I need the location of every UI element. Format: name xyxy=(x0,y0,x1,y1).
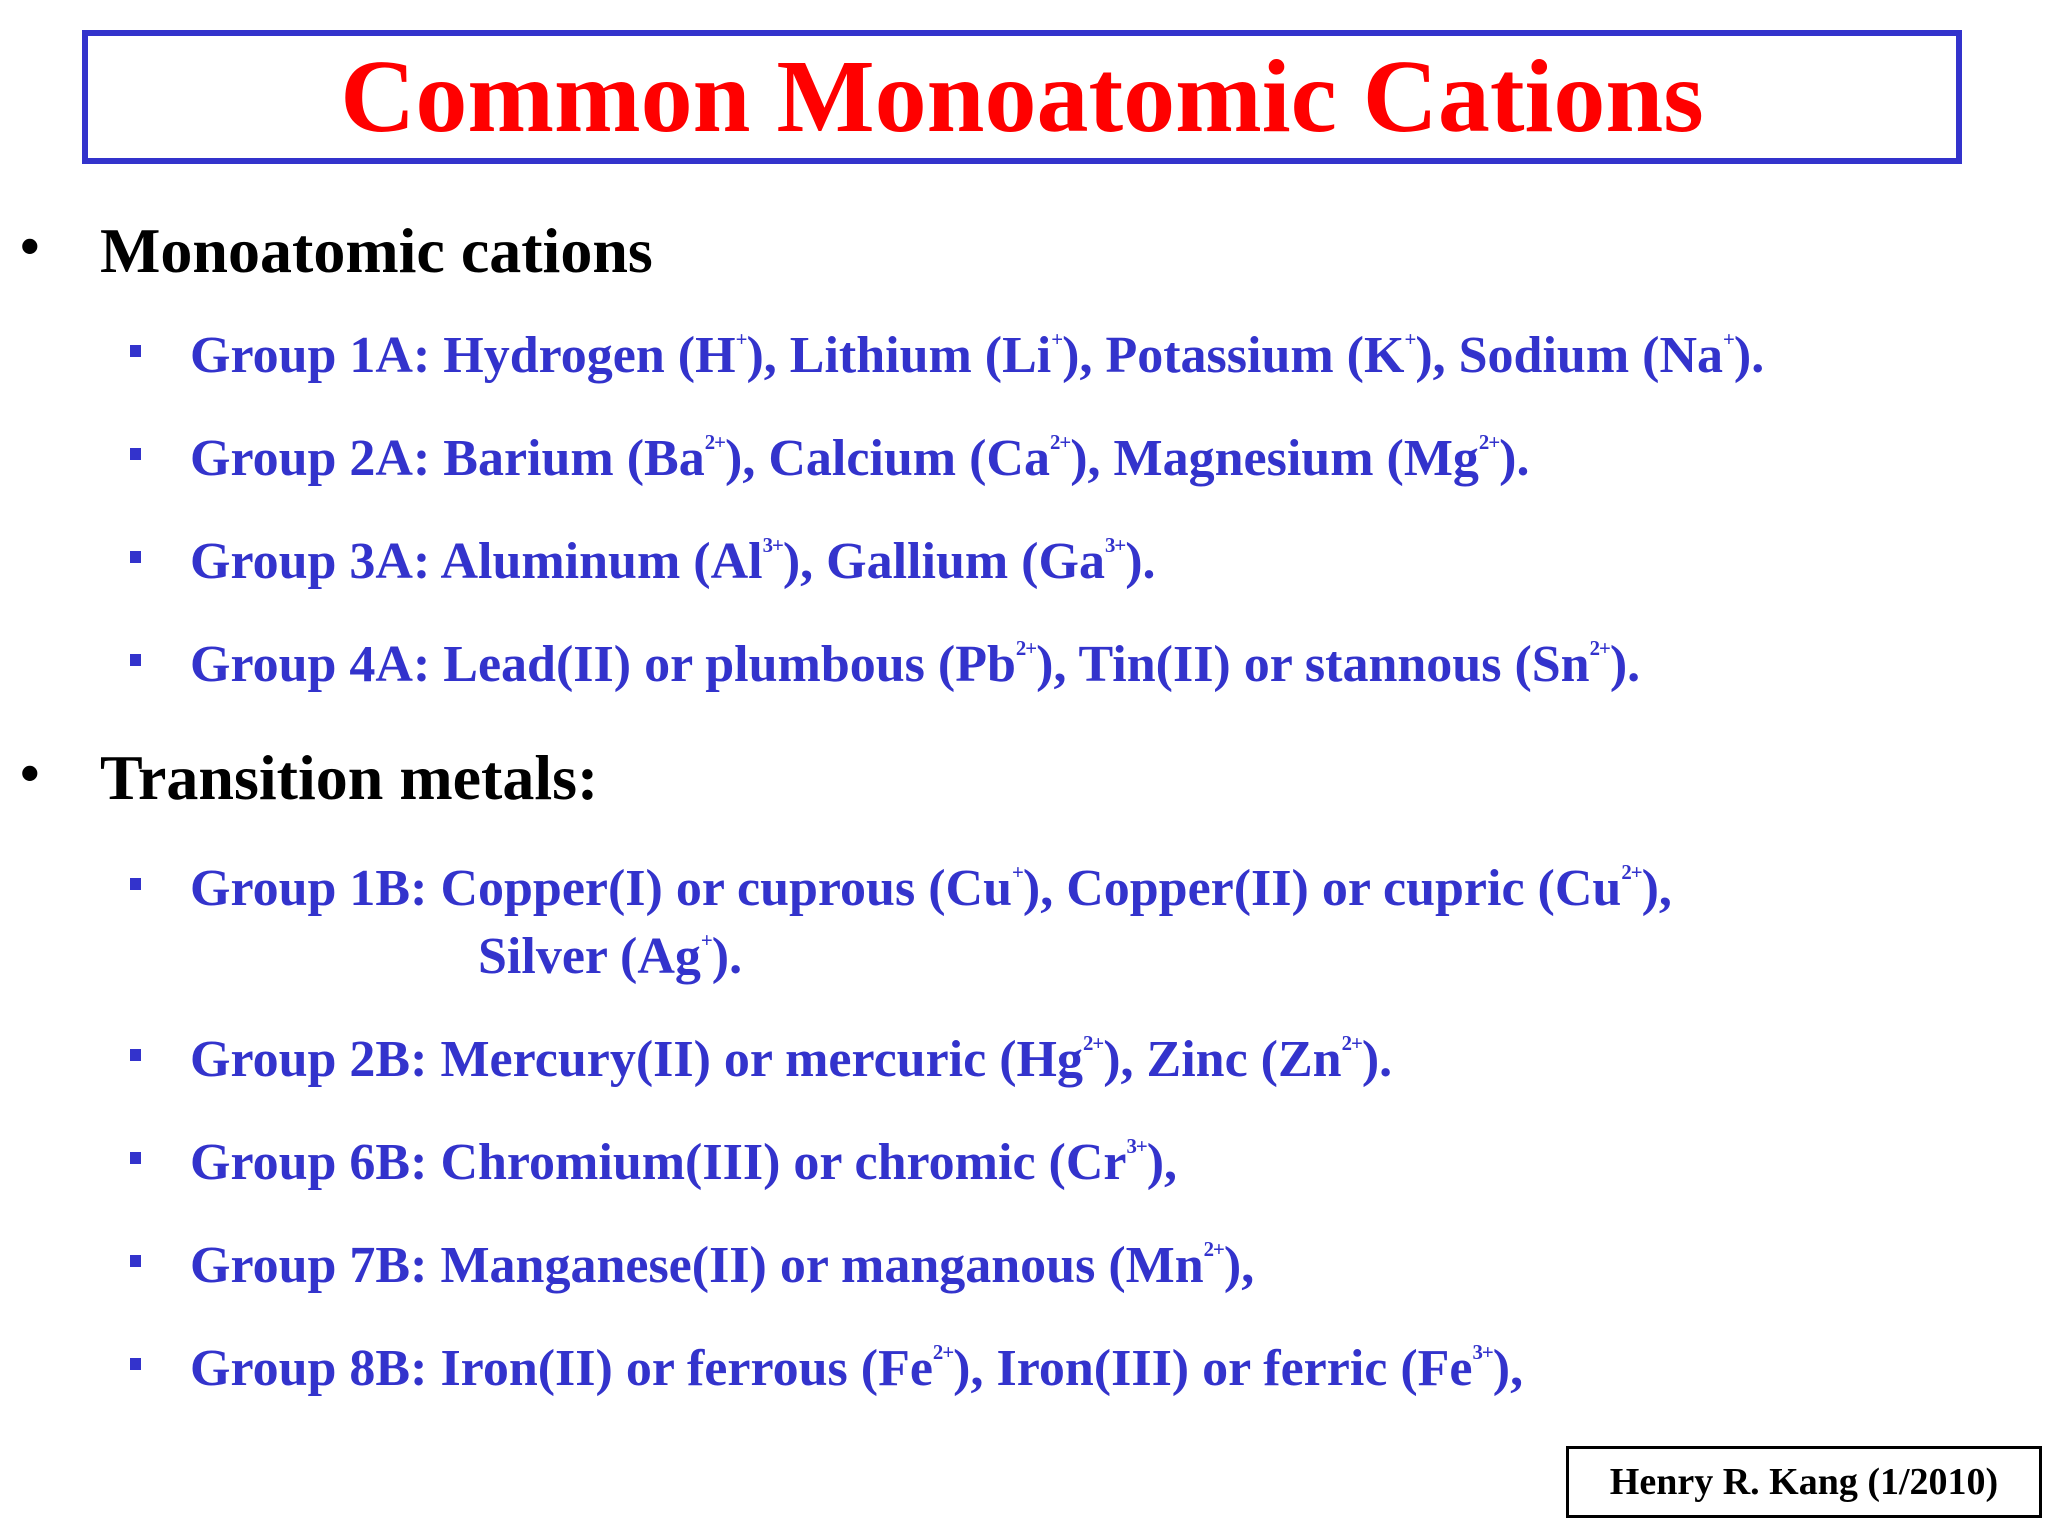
text-run: ), Iron(III) or ferric (Fe xyxy=(953,1340,1473,1397)
ion-charge: + xyxy=(735,328,747,351)
ion-charge: 2+ xyxy=(1341,1032,1362,1055)
list-item-text: Group 6B: Chromium(III) or chromic $(Cr^{3+})$, xyxy=(190,1134,1178,1191)
text-run: ), Sodium (Na xyxy=(1415,327,1724,384)
list-item-text: Group 1B: Copper(I) or cuprous (Cu+), Copper(II) or cupric $(Cu^{2+})$, xyxy=(190,860,1672,917)
text-run: ), Magnesium (Mg xyxy=(1070,430,1479,487)
square-bullet-icon xyxy=(130,1358,141,1370)
ion-charge: + xyxy=(700,929,712,952)
ion-charge: 2+ xyxy=(1589,637,1610,660)
square-bullet-icon xyxy=(130,878,141,890)
text-run: Chromium(III) or chromic (Cr xyxy=(440,1134,1127,1191)
text-run: ), xyxy=(1492,1340,1524,1397)
text-run: Manganese(II) or manganous (Mn xyxy=(440,1237,1204,1294)
section-heading-label: Transition metals: xyxy=(100,742,599,813)
text-run: Lead(II) or plumbous (Pb xyxy=(443,636,1016,693)
ion-charge: 3+ xyxy=(1126,1135,1147,1158)
ion-charge: + xyxy=(1723,328,1734,351)
list-item-text: Group 2B: Mercury(II) or mercuric $(Hg^{2+})$, Zinc $(Zn^{2+})$. xyxy=(190,1031,1393,1088)
text-run: ). xyxy=(711,928,743,985)
ion-charge: 3+ xyxy=(1104,534,1126,557)
text-run: ), Zinc (Zn xyxy=(1103,1031,1342,1088)
list-item-text: Group 4A: Lead(II) or plumbous $(Pb^{2+})$, Tin(II) or stannous $(Sn^{2+})$. xyxy=(190,636,1641,693)
slide-title: Common Monoatomic Cations xyxy=(340,39,1704,154)
ion-charge: 2+ xyxy=(932,1341,954,1364)
text-run: ), xyxy=(1146,1134,1178,1191)
ion-charge: + xyxy=(1404,328,1416,351)
round-bullet-icon: • xyxy=(20,216,40,278)
ion-charge: 2+ xyxy=(704,431,725,454)
text-run: ), xyxy=(1641,860,1672,917)
text-run: Barium (Ba xyxy=(443,430,705,487)
ion-charge: 2+ xyxy=(1203,1238,1224,1261)
text-run: Silver (Ag xyxy=(478,928,701,985)
ion-charge: 2+ xyxy=(1082,1032,1104,1055)
list-item-text: Group 7B: Manganese(II) or manganous $(Mn^{2+})$, xyxy=(190,1237,1255,1294)
text-run: ). xyxy=(1609,636,1641,693)
list-item-text: Group 8B: Iron(II) or ferrous $(Fe^{2+})$, Iron(III) or ferric $(Fe^{3+})$, xyxy=(190,1340,1524,1397)
text-run: ), xyxy=(1223,1237,1255,1294)
section-heading-label: Monoatomic cations xyxy=(100,215,653,286)
ion-charge: + xyxy=(1051,328,1063,351)
text-run: ), Calcium (Ca xyxy=(725,430,1050,487)
square-bullet-icon xyxy=(130,448,141,460)
ion-charge: + xyxy=(1012,861,1023,884)
list-item-continuation xyxy=(478,928,743,985)
text-run: ). xyxy=(1125,533,1156,590)
text-run: Copper(I) or cuprous (Cu xyxy=(440,860,1013,917)
ion-charge: 2+ xyxy=(1478,431,1500,454)
text-run: Mercury(II) or mercuric (Hg xyxy=(440,1031,1083,1088)
ion-charge: 2+ xyxy=(1049,431,1071,454)
text-run: ), Lithium (Li xyxy=(746,327,1052,384)
square-bullet-icon xyxy=(130,551,141,563)
square-bullet-icon xyxy=(130,1049,141,1061)
text-run: Aluminum (Al xyxy=(440,533,763,590)
square-bullet-icon xyxy=(130,1255,141,1267)
title-frame xyxy=(82,30,1962,164)
square-bullet-icon xyxy=(130,654,141,666)
ion-charge: 3+ xyxy=(1472,1341,1493,1364)
text-run: ), Tin(II) or stannous (Sn xyxy=(1036,636,1590,693)
text-run: Hydrogen (H xyxy=(443,327,736,384)
list-item-text: Group 1A: Hydrogen (H+), Lithium (Li+), Potassium (K+), Sodium (Na+). xyxy=(190,327,1765,384)
text-run: ), Copper(II) or cupric (Cu xyxy=(1022,860,1622,917)
ion-charge: 2+ xyxy=(1015,637,1037,660)
author-credit: Henry R. Kang (1/2010) xyxy=(1566,1446,2042,1518)
square-bullet-icon xyxy=(130,345,141,357)
list-item-text: Group 2A: Barium $(Ba^{2+})$, Calcium $(Ca^{2+})$, Magnesium $(Mg^{2+})$. xyxy=(190,430,1530,487)
list-item-text: Group 3A: Aluminum $(Al^{3+})$, Gallium $(Ga^{3+})$. xyxy=(190,533,1156,590)
text-run: ), Gallium (Ga xyxy=(782,533,1105,590)
text-run: ), Potassium (K xyxy=(1062,327,1405,384)
text-run: Iron(II) or ferrous (Fe xyxy=(440,1340,933,1397)
text-run: ). xyxy=(1361,1031,1393,1088)
text-run: ). xyxy=(1499,430,1530,487)
ion-charge: 3+ xyxy=(762,534,783,557)
round-bullet-icon: • xyxy=(20,743,40,805)
square-bullet-icon xyxy=(130,1152,141,1164)
ion-charge: 2+ xyxy=(1621,861,1642,884)
text-run: ). xyxy=(1733,327,1765,384)
